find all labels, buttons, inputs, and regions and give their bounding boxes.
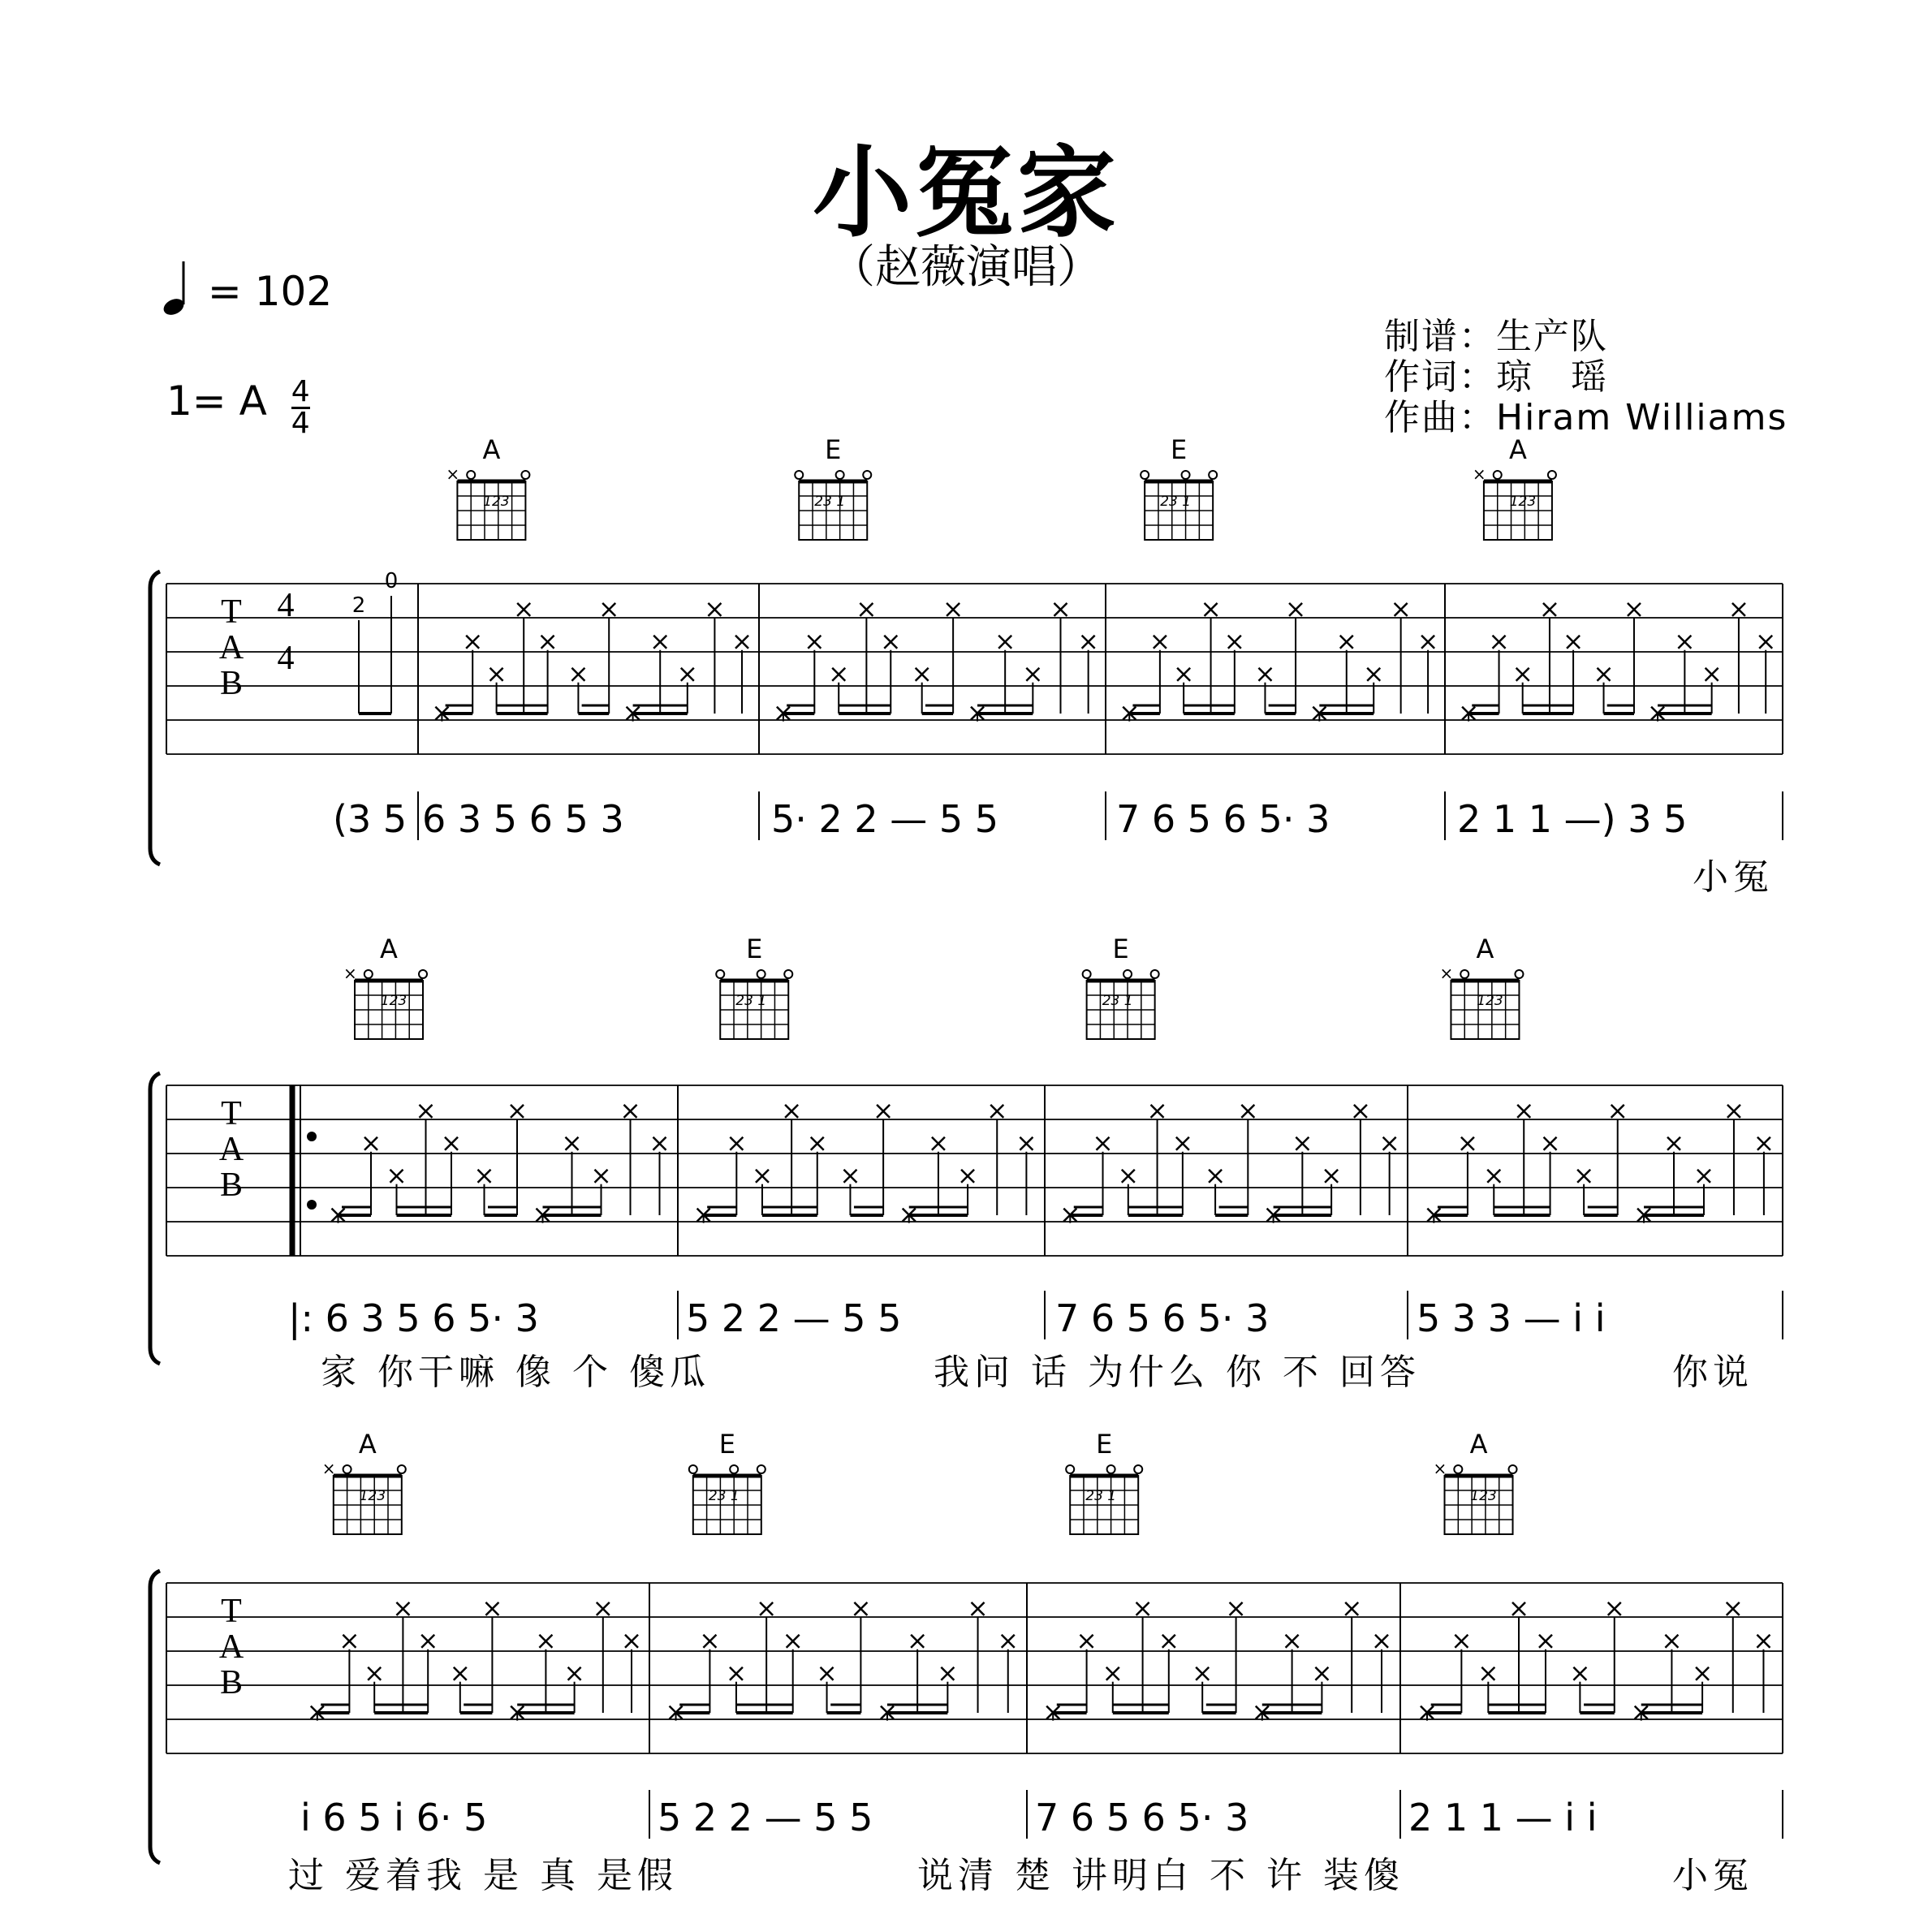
tab-strum-mark <box>485 1602 498 1615</box>
tab-strum-mark <box>1205 603 1218 616</box>
jianpu-measure-2: 5 2 2 — 5 5 <box>686 1296 902 1340</box>
open-string-marker <box>1066 1465 1074 1473</box>
tab-strum-mark <box>911 1635 924 1648</box>
tab-strum-mark <box>568 1667 581 1680</box>
tab-strum-mark <box>1228 636 1241 649</box>
tab-strum-mark <box>1054 603 1067 616</box>
tab-strum-mark <box>884 636 897 649</box>
open-string-marker <box>716 970 724 978</box>
tab-strum-mark <box>624 1105 637 1118</box>
tab-strum-mark <box>932 1137 945 1150</box>
tab-strum-mark <box>1154 636 1167 649</box>
muted-string-marker: × <box>321 1459 336 1478</box>
tab-strum-mark <box>602 603 615 616</box>
open-string-marker <box>1509 1465 1517 1473</box>
tab-fret-number: 0 <box>384 569 399 593</box>
chord-name: A <box>358 1429 377 1460</box>
tab-strum-mark <box>1020 1137 1033 1150</box>
tab-strum-mark <box>785 1105 798 1118</box>
tab-strum-mark <box>1759 636 1772 649</box>
tab-strum-mark <box>364 1137 377 1150</box>
chord-fingering: 23 1 <box>1102 993 1133 1009</box>
open-string-marker <box>1454 1465 1462 1473</box>
muted-string-marker: × <box>446 464 460 484</box>
tab-letter-T: T <box>221 593 242 631</box>
tab-strum-mark <box>681 668 694 681</box>
open-string-marker <box>1515 970 1523 978</box>
chord-name: A <box>1469 1429 1488 1460</box>
system-2 <box>150 934 1783 1393</box>
open-string-marker <box>795 471 803 479</box>
jianpu-measure-3: 7 6 5 6 5· 3 <box>1035 1796 1249 1839</box>
tab-strum-mark <box>1151 1105 1164 1118</box>
open-string-marker <box>1123 970 1132 978</box>
tab-strum-mark <box>343 1635 356 1648</box>
chord-name: E <box>1171 434 1188 465</box>
tab-strum-mark <box>1230 1602 1243 1615</box>
tab-strum-mark <box>1340 636 1353 649</box>
tab-strum-mark <box>1315 1667 1328 1680</box>
system-brace <box>150 1073 160 1364</box>
chord-name: A <box>1476 934 1494 964</box>
repeat-dot <box>307 1132 317 1141</box>
tab-strum-mark <box>998 636 1011 649</box>
system-3 <box>150 1429 1783 1896</box>
chord-name: A <box>482 434 501 465</box>
tab-strum-mark <box>1082 636 1095 649</box>
tab-strum-mark <box>541 636 554 649</box>
tab-strum-mark <box>390 1170 403 1183</box>
credit-lyricist: 作词：琼 瑶 <box>1384 356 1608 398</box>
tab-strum-mark <box>478 1170 491 1183</box>
chord-fingering: 23 1 <box>1085 1488 1117 1504</box>
tab-strum-mark <box>808 636 821 649</box>
tab-strum-mark <box>821 1667 834 1680</box>
tab-strum-mark <box>1421 636 1434 649</box>
tab-strum-mark <box>1286 1635 1299 1648</box>
open-string-marker <box>836 471 844 479</box>
tab-strum-mark <box>1512 1602 1525 1615</box>
tab-strum-mark <box>1757 1137 1770 1150</box>
tab-strum-mark <box>972 1602 985 1615</box>
tab-strum-mark <box>1487 1170 1500 1183</box>
tab-strum-mark <box>1136 1602 1149 1615</box>
tab-strum-mark <box>1106 1667 1119 1680</box>
tab-strum-mark <box>1667 1137 1680 1150</box>
tab-strum-mark <box>1481 1667 1494 1680</box>
muted-string-marker: × <box>1433 1459 1447 1478</box>
tab-strum-mark <box>1706 668 1719 681</box>
system-brace <box>150 1571 160 1863</box>
jianpu-measure-2: 5 2 2 — 5 5 <box>658 1796 873 1839</box>
open-string-marker <box>1548 471 1556 479</box>
open-string-marker <box>1083 970 1091 978</box>
tab-strum-mark <box>1258 668 1271 681</box>
tab-strum-mark <box>1289 603 1302 616</box>
tab-strum-mark <box>653 1137 666 1150</box>
page-title: 小冤家 <box>813 136 1119 251</box>
lyric-line-2: 我问 话 为什么 你 不 回答 <box>934 1352 1421 1393</box>
chord-fingering: 123 <box>1477 993 1503 1009</box>
tab-strum-mark <box>1296 1137 1309 1150</box>
tab-strum-mark <box>1080 1635 1093 1648</box>
tab-strum-mark <box>735 636 748 649</box>
tab-letter-T: T <box>221 1592 242 1630</box>
tab-strum-mark <box>941 1667 954 1680</box>
tab-letter-A: A <box>218 628 244 666</box>
lyric-line-1: 小冤 <box>1693 856 1774 898</box>
tab-strum-mark <box>511 1105 524 1118</box>
tab-strum-mark <box>421 1635 434 1648</box>
jianpu-measure-4: 5 3 3 — i i <box>1417 1296 1606 1340</box>
tab-strum-mark <box>730 1667 743 1680</box>
tab-strum-mark <box>625 1635 638 1648</box>
jianpu-measure-1: |: 6 3 5 6 5· 3 <box>288 1296 539 1340</box>
muted-string-marker: × <box>343 964 357 983</box>
tab-strum-mark <box>454 1667 467 1680</box>
lyric-line-1: 过 爱着我 是 真 是假 <box>288 1855 678 1896</box>
tab-strum-mark <box>947 603 960 616</box>
tab-strum-mark <box>787 1635 800 1648</box>
tab-strum-mark <box>1367 668 1380 681</box>
lyric-line-3: 小冤 <box>1672 1855 1753 1896</box>
muted-string-marker: × <box>1439 964 1454 983</box>
tab-fret-number: 2 <box>351 593 366 618</box>
key-text: 1= A <box>166 377 267 425</box>
time-sig-bottom: 4 <box>291 407 310 440</box>
tab-strum-mark <box>595 1170 608 1183</box>
open-string-marker <box>1494 471 1502 479</box>
tab-letter-B: B <box>219 1664 244 1701</box>
open-string-marker <box>419 970 427 978</box>
tab-strum-mark <box>961 1170 974 1183</box>
tab-strum-mark <box>1097 1137 1110 1150</box>
tab-letter-A: A <box>218 1628 244 1666</box>
tab-time-sig-top: 4 <box>277 587 295 624</box>
tab-strum-mark <box>730 1137 743 1150</box>
open-string-marker <box>730 1465 738 1473</box>
tab-strum-mark <box>1177 668 1190 681</box>
system-1 <box>150 434 1783 898</box>
tab-letter-B: B <box>219 1167 244 1204</box>
tab-strum-mark <box>445 1137 458 1150</box>
open-string-marker <box>521 471 529 479</box>
muted-string-marker: × <box>1472 464 1486 484</box>
time-sig-top: 4 <box>291 375 310 408</box>
chord-name: A <box>380 934 398 964</box>
tab-strum-mark <box>1665 1635 1678 1648</box>
tab-strum-mark <box>916 668 929 681</box>
tab-strum-mark <box>1516 668 1529 681</box>
chord-name: E <box>1112 934 1129 964</box>
tab-strum-mark <box>1732 603 1745 616</box>
chord-name: E <box>1096 1429 1113 1460</box>
tab-strum-mark <box>1727 1602 1740 1615</box>
tab-strum-mark <box>653 636 666 649</box>
tab-strum-mark <box>1455 1635 1468 1648</box>
tab-strum-mark <box>396 1602 409 1615</box>
chord-name: E <box>746 934 763 964</box>
tab-strum-mark <box>854 1602 867 1615</box>
system-brace <box>150 571 160 865</box>
tab-strum-mark <box>1122 1170 1135 1183</box>
jianpu-measure-4: 7 6 5 6 5· 3 <box>1116 797 1330 841</box>
tab-strum-mark <box>990 1105 1003 1118</box>
repeat-dot <box>307 1200 317 1210</box>
open-string-marker <box>784 970 792 978</box>
tab-time-sig-bottom: 4 <box>277 640 295 677</box>
chord-fingering: 23 1 <box>735 993 767 1009</box>
tab-strum-mark <box>1598 668 1611 681</box>
tab-strum-mark <box>1577 1170 1590 1183</box>
tab-strum-mark <box>1375 1635 1388 1648</box>
lyric-line-2: 说清 楚 讲明白 不 许 装傻 <box>917 1855 1404 1896</box>
chord-name: A <box>1508 434 1527 465</box>
open-string-marker <box>1151 970 1159 978</box>
open-string-marker <box>1209 471 1217 479</box>
jianpu-measure-2: 6 3 5 6 5 3 <box>422 797 624 841</box>
tab-strum-mark <box>1697 1170 1710 1183</box>
tab-strum-mark <box>1354 1105 1367 1118</box>
jianpu-measure-3: 7 6 5 6 5· 3 <box>1055 1296 1270 1340</box>
tab-strum-mark <box>1325 1170 1338 1183</box>
tab-strum-mark <box>368 1667 381 1680</box>
jianpu-measure-1: i 6 5 i 6· 5 <box>300 1796 488 1839</box>
tab-strum-mark <box>1727 1105 1740 1118</box>
tab-strum-mark <box>1209 1170 1222 1183</box>
open-string-marker <box>364 970 373 978</box>
tab-strum-mark <box>566 1137 579 1150</box>
lyric-line-1: 家 你干嘛 像 个 傻瓜 <box>321 1352 710 1393</box>
open-string-marker <box>757 1465 765 1473</box>
tab-strum-mark <box>1543 603 1556 616</box>
tab-strum-mark <box>703 1635 716 1648</box>
tab-strum-mark <box>1567 636 1580 649</box>
jianpu-measure-5: 2 1 1 —) 3 5 <box>1457 797 1688 841</box>
tab-strum-mark <box>1628 603 1641 616</box>
jianpu-measure-1: (3 5 <box>333 797 408 841</box>
jianpu-measure-3: 5· 2 2 — 5 5 <box>771 797 999 841</box>
tab-strum-mark <box>811 1137 824 1150</box>
tab-letter-B: B <box>219 665 244 702</box>
tab-strum-mark <box>1493 636 1506 649</box>
credit-arranger: 制谱：生产队 <box>1384 316 1608 357</box>
chord-fingering: 23 1 <box>814 494 846 510</box>
tab-strum-mark <box>1678 636 1691 649</box>
tab-strum-mark <box>1544 1137 1557 1150</box>
tab-strum-mark <box>466 636 479 649</box>
open-string-marker <box>1460 970 1468 978</box>
tab-strum-mark <box>860 603 873 616</box>
tab-strum-mark <box>877 1105 890 1118</box>
chord-name: E <box>825 434 842 465</box>
tab-strum-mark <box>1757 1635 1770 1648</box>
jianpu-measure-4: 2 1 1 — i i <box>1408 1796 1598 1839</box>
credit-composer: 作曲：Hiram Williams <box>1384 397 1788 438</box>
tab-strum-mark <box>708 603 721 616</box>
chord-fingering: 123 <box>1509 494 1537 510</box>
tab-strum-mark <box>832 668 845 681</box>
chord-fingering: 23 1 <box>708 1488 740 1504</box>
tab-strum-mark <box>1573 1667 1586 1680</box>
tab-strum-mark <box>760 1602 773 1615</box>
open-string-marker <box>757 970 765 978</box>
tab-letter-A: A <box>218 1130 244 1168</box>
tab-strum-mark <box>420 1105 433 1118</box>
open-string-marker <box>1134 1465 1142 1473</box>
tab-strum-mark <box>1611 1105 1624 1118</box>
open-string-marker <box>343 1465 351 1473</box>
chord-fingering: 23 1 <box>1160 494 1192 510</box>
page-subtitle: （赵薇演唱） <box>830 241 1102 294</box>
tab-strum-mark <box>1026 668 1039 681</box>
tab-strum-mark <box>539 1635 552 1648</box>
open-string-marker <box>863 471 871 479</box>
chord-name: E <box>718 1429 735 1460</box>
tab-strum-mark <box>1176 1137 1189 1150</box>
tab-strum-mark <box>1608 1602 1621 1615</box>
tab-strum-mark <box>597 1602 610 1615</box>
tab-strum-mark <box>756 1170 769 1183</box>
open-string-marker <box>689 1465 697 1473</box>
tab-strum-mark <box>490 668 503 681</box>
tab-strum-mark <box>1395 603 1408 616</box>
tab-strum-mark <box>1461 1137 1474 1150</box>
chord-fingering: 123 <box>359 1488 386 1504</box>
tab-strum-mark <box>1162 1635 1175 1648</box>
open-string-marker <box>1107 1465 1115 1473</box>
chord-fingering: 123 <box>1470 1488 1497 1504</box>
tab-strum-mark <box>1002 1635 1015 1648</box>
tab-strum-mark <box>1539 1635 1552 1648</box>
open-string-marker <box>1182 471 1190 479</box>
tab-strum-mark <box>1517 1105 1530 1118</box>
tab-strum-mark <box>1241 1105 1254 1118</box>
tab-strum-mark <box>843 1170 856 1183</box>
chord-fingering: 123 <box>483 494 510 510</box>
tab-strum-mark <box>1696 1667 1709 1680</box>
tab-strum-mark <box>1345 1602 1358 1615</box>
lyric-line-3: 你说 <box>1672 1352 1753 1393</box>
chord-fingering: 123 <box>380 993 408 1009</box>
open-string-marker <box>1141 471 1149 479</box>
tab-strum-mark <box>571 668 584 681</box>
open-string-marker <box>467 471 475 479</box>
tab-letter-T: T <box>221 1094 242 1132</box>
tempo-value: = 102 <box>207 268 333 315</box>
tab-strum-mark <box>1196 1667 1209 1680</box>
open-string-marker <box>398 1465 406 1473</box>
tab-strum-mark <box>517 603 530 616</box>
tab-strum-mark <box>1383 1137 1396 1150</box>
